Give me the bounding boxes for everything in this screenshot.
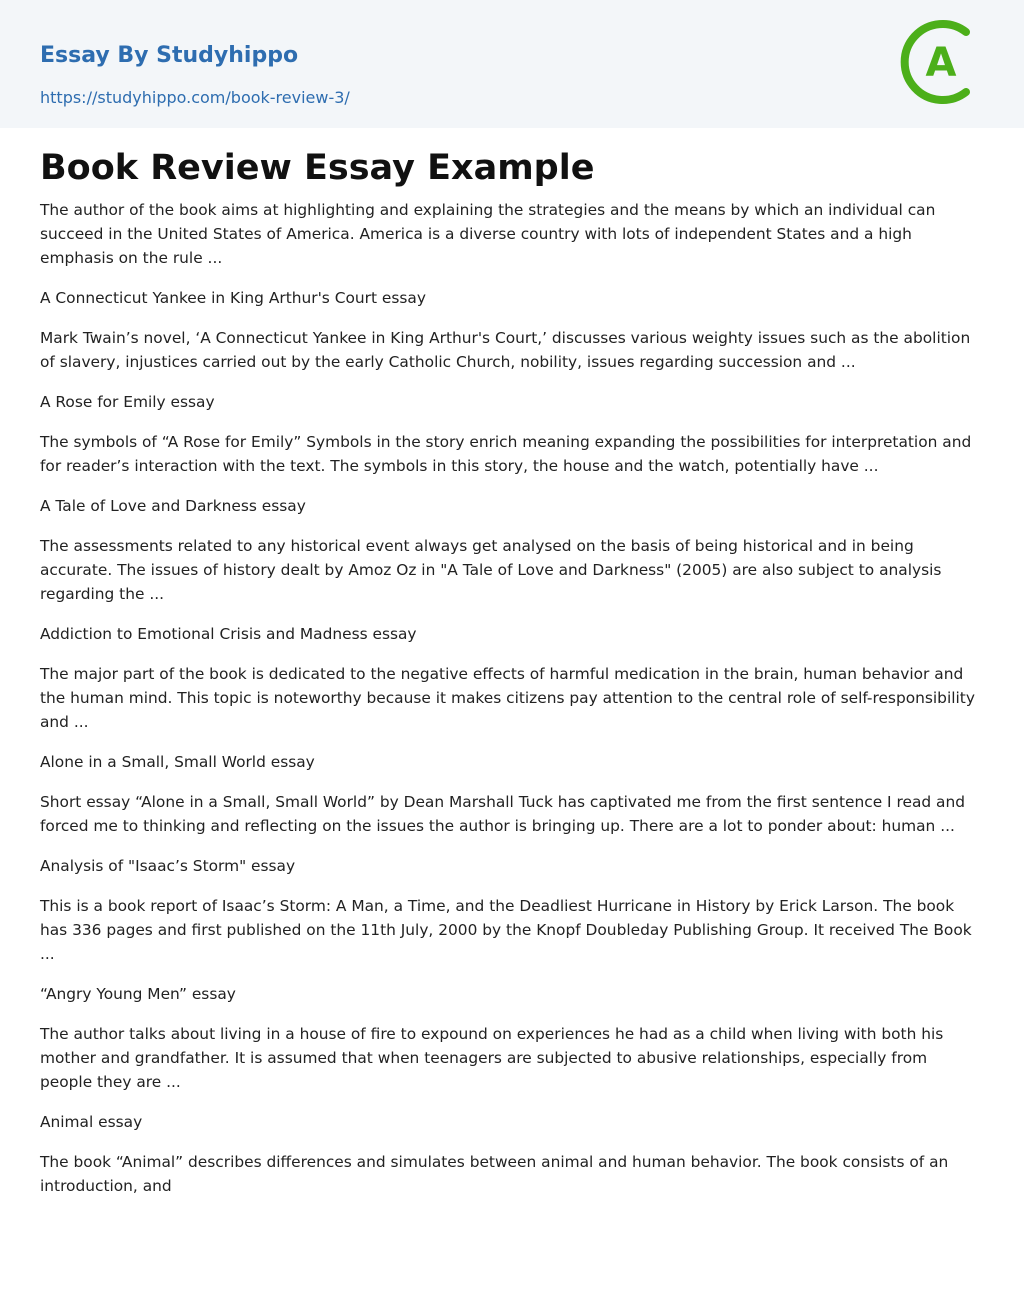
site-header (0, 0, 1024, 128)
main-content (0, 146, 1024, 1198)
essay-summary: Mark Twain’s novel, ‘A Connecticut Yankee in King Arthur's Court,’ discusses various weighty issues such as the abolition of slavery, injustices carried out by the early Catholic Church, nobility, issues regarding succession and ... (40, 329, 971, 371)
logo-letter: A (925, 40, 957, 86)
essay-title[interactable]: A Rose for Emily essay (40, 393, 215, 411)
essay-summary: The author talks about living in a house of fire to expound on experiences he had as a child when living with both his mother and grandfather. It is assumed that when teenagers are subjected to abusive relationships, especially from people they are ... (40, 1025, 944, 1091)
essay-item (40, 286, 984, 374)
essay-item (40, 390, 984, 478)
essay-item (40, 622, 984, 734)
essay-title[interactable]: A Connecticut Yankee in King Arthur's Court essay (40, 289, 426, 307)
essay-summary: Short essay “Alone in a Small, Small World” by Dean Marshall Tuck has captivated me from the first sentence I read and forced me to thinking and reflecting on the issues the author is bringing up. There are a lot to ponder about: human ... (40, 793, 965, 835)
essay-title[interactable]: Animal essay (40, 1113, 143, 1131)
essay-title[interactable]: Alone in a Small, Small World essay (40, 753, 315, 771)
essay-summary: The assessments related to any historical event always get analysed on the basis of being historical and in being accurate. The issues of history dealt by Amoz Oz in "A Tale of Love and Darkness" (2005) are also subject to analysis regarding the ... (40, 537, 942, 603)
essay-summary: This is a book report of Isaac’s Storm: A Man, a Time, and the Deadliest Hurricane in History by Erick Larson. The book has 336 pages and first published on the 11th July, 2000 by the Knopf Doubleday Publishing Group. It received The Book ... (40, 897, 972, 963)
essay-item (40, 854, 984, 966)
essay-title[interactable]: “Angry Young Men” essay (40, 985, 236, 1003)
essay-summary: The book “Animal” describes differences and simulates between animal and human behavior. The book consists of an introduction, and (40, 1153, 949, 1195)
essay-item (40, 1110, 984, 1198)
essay-item (40, 750, 984, 838)
essay-summary: The major part of the book is dedicated to the negative effects of harmful medication in the brain, human behavior and the human mind. This topic is noteworthy because it makes citizens pay attention to the central role of self-responsibility and ... (40, 665, 975, 731)
essay-title[interactable]: A Tale of Love and Darkness essay (40, 497, 306, 515)
intro-paragraph: The author of the book aims at highlighting and explaining the strategies and the means by which an individual can succeed in the United States of America. America is a diverse country with lots of independent States and a high emphasis on the rule ... (40, 201, 936, 267)
essay-item (40, 982, 984, 1094)
site-brand[interactable]: Essay By Studyhippo (40, 43, 299, 68)
page-url-link[interactable]: https://studyhippo.com/book-review-3/ (40, 88, 350, 107)
essay-title[interactable]: Analysis of "Isaac’s Storm" essay (40, 857, 296, 875)
page-title: Book Review Essay Example (40, 148, 595, 188)
essay-list (40, 286, 984, 1198)
essay-title[interactable]: Addiction to Emotional Crisis and Madness essay (40, 625, 417, 643)
essay-summary: The symbols of “A Rose for Emily” Symbols in the story enrich meaning expanding the possibilities for interpretation and for reader’s interaction with the text. The symbols in this story, the house and the watch, potentially have ... (40, 433, 972, 475)
essay-item (40, 494, 984, 606)
studyhippo-logo-icon[interactable] (898, 19, 984, 105)
